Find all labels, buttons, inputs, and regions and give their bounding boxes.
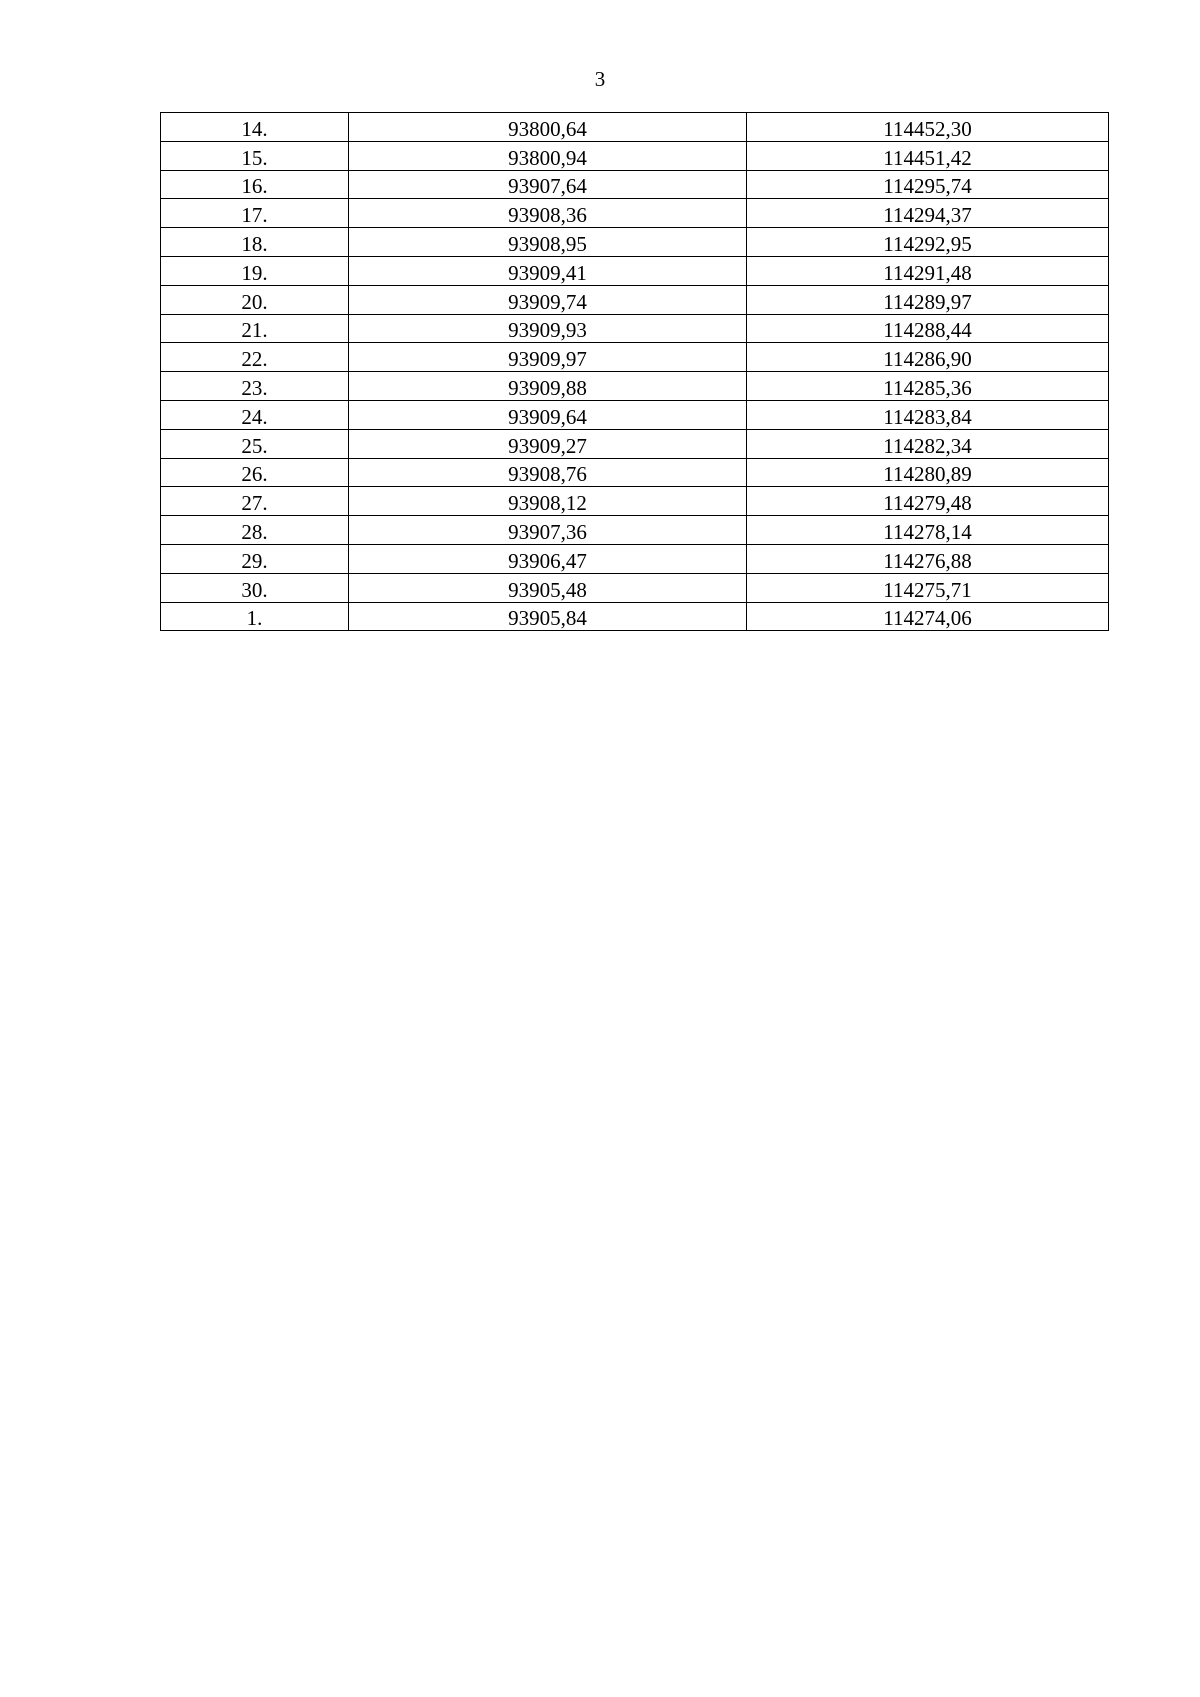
point-number-cell: 16. [161,170,349,199]
x-coordinate-cell: 93908,76 [349,458,747,487]
point-number-cell: 18. [161,228,349,257]
page-number: 3 [594,67,606,91]
x-coordinate-cell: 93908,95 [349,228,747,257]
y-coordinate-cell: 114278,14 [747,516,1109,545]
y-coordinate-cell: 114285,36 [747,372,1109,401]
point-number-cell: 14. [161,113,349,142]
y-coordinate-cell: 114294,37 [747,199,1109,228]
point-number-cell: 25. [161,429,349,458]
x-coordinate-cell: 93909,74 [349,285,747,314]
point-number-cell: 15. [161,141,349,170]
x-coordinate-cell: 93907,64 [349,170,747,199]
x-coordinate-cell: 93908,36 [349,199,747,228]
point-number-cell: 26. [161,458,349,487]
y-coordinate-cell: 114291,48 [747,256,1109,285]
y-coordinate-cell: 114275,71 [747,573,1109,602]
y-coordinate-cell: 114279,48 [747,487,1109,516]
point-number-cell: 28. [161,516,349,545]
point-number-cell: 23. [161,372,349,401]
x-coordinate-cell: 93905,48 [349,573,747,602]
x-coordinate-cell: 93909,41 [349,256,747,285]
x-coordinate-cell: 93909,93 [349,314,747,343]
x-coordinate-cell: 93909,88 [349,372,747,401]
x-coordinate-cell: 93907,36 [349,516,747,545]
table-row [161,487,1109,516]
point-number-cell: 1. [161,602,349,631]
table-row [161,228,1109,257]
table-row [161,372,1109,401]
y-coordinate-cell: 114452,30 [747,113,1109,142]
point-number-cell: 22. [161,343,349,372]
table-row [161,429,1109,458]
table-row [161,285,1109,314]
point-number-cell: 21. [161,314,349,343]
y-coordinate-cell: 114288,44 [747,314,1109,343]
coordinates-table-body [161,113,1109,631]
coordinates-table [160,112,1109,631]
y-coordinate-cell: 114283,84 [747,400,1109,429]
x-coordinate-cell: 93800,94 [349,141,747,170]
point-number-cell: 29. [161,544,349,573]
x-coordinate-cell: 93908,12 [349,487,747,516]
point-number-cell: 27. [161,487,349,516]
x-coordinate-cell: 93906,47 [349,544,747,573]
table-row [161,141,1109,170]
table-row [161,573,1109,602]
table-row [161,256,1109,285]
table-row [161,199,1109,228]
table-row [161,516,1109,545]
y-coordinate-cell: 114280,89 [747,458,1109,487]
point-number-cell: 30. [161,573,349,602]
x-coordinate-cell: 93905,84 [349,602,747,631]
y-coordinate-cell: 114282,34 [747,429,1109,458]
y-coordinate-cell: 114292,95 [747,228,1109,257]
table-row [161,544,1109,573]
point-number-cell: 20. [161,285,349,314]
x-coordinate-cell: 93909,27 [349,429,747,458]
table-row [161,343,1109,372]
table-row [161,602,1109,631]
point-number-cell: 17. [161,199,349,228]
y-coordinate-cell: 114295,74 [747,170,1109,199]
table-row [161,400,1109,429]
y-coordinate-cell: 114274,06 [747,602,1109,631]
table-row [161,314,1109,343]
table-row [161,113,1109,142]
x-coordinate-cell: 93909,97 [349,343,747,372]
x-coordinate-cell: 93909,64 [349,400,747,429]
table-row [161,458,1109,487]
y-coordinate-cell: 114451,42 [747,141,1109,170]
x-coordinate-cell: 93800,64 [349,113,747,142]
y-coordinate-cell: 114289,97 [747,285,1109,314]
point-number-cell: 24. [161,400,349,429]
table-row [161,170,1109,199]
point-number-cell: 19. [161,256,349,285]
y-coordinate-cell: 114286,90 [747,343,1109,372]
y-coordinate-cell: 114276,88 [747,544,1109,573]
